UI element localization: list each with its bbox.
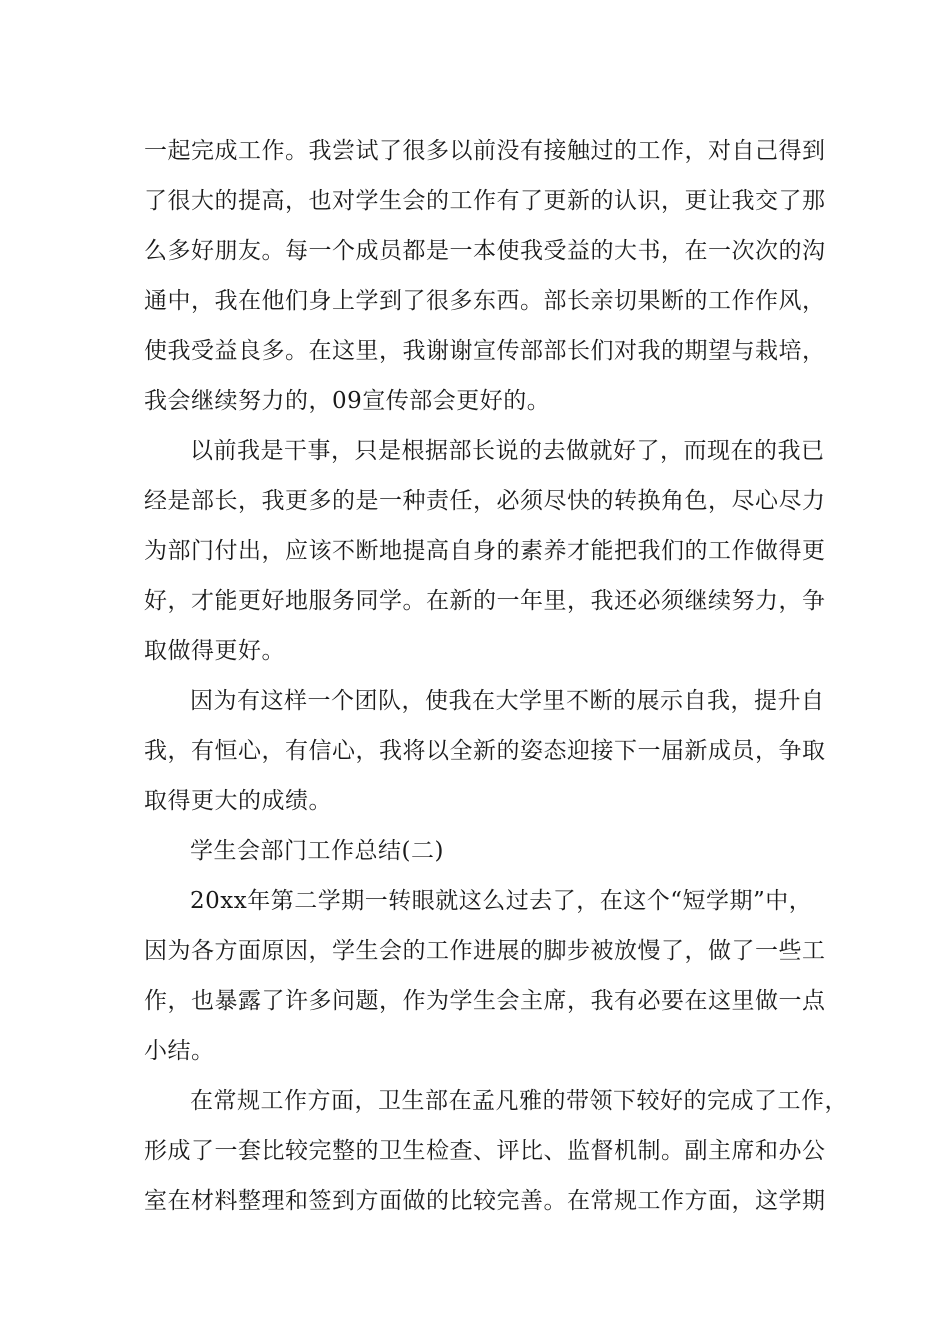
text-line: 我，有恒心，有信心，我将以全新的姿态迎接下一届新成员，争取 [144,738,826,764]
text-line: 形成了一套比较完整的卫生检查、评比、监督机制。副主席和办公 [144,1138,826,1164]
text-line: 因为有这样一个团队，使我在大学里不断的展示自我，提升自 [190,688,825,714]
text-line: 作，也暴露了许多问题，作为学生会主席，我有必要在这里做一点 [144,988,826,1014]
text-line: 了很大的提高，也对学生会的工作有了更新的认识，更让我交了那 [144,188,826,214]
text-line: 取做得更好。 [144,638,285,664]
text-line: 通中，我在他们身上学到了很多东西。部长亲切果断的工作作风， [144,288,826,314]
text-line: 以前我是干事，只是根据部长说的去做就好了，而现在的我已 [190,438,825,464]
text-line: 20xx年第二学期一转眼就这么过去了，在这个“短学期”中， [190,888,813,914]
paragraph-2 [144,426,824,676]
text-line: 在常规工作方面，卫生部在孟凡雅的带领下较好的完成了工作， [190,1088,848,1114]
text-line: 取得更大的成绩。 [144,788,332,814]
document-body [144,126,848,1226]
text-line: 经是部长，我更多的是一种责任，必须尽快的转换角色，尽心尽力 [144,488,826,514]
text-line: 小结。 [144,1038,215,1064]
text-line: 我会继续努力的，09宣传部会更好的。 [144,388,551,414]
paragraph-4 [144,876,824,1076]
paragraph-5 [144,1076,848,1226]
text-line: 因为各方面原因，学生会的工作进展的脚步被放慢了，做了一些工 [144,938,826,964]
section-heading [144,826,824,876]
paragraph-3 [144,676,824,826]
text-line: 室在材料整理和签到方面做的比较完善。在常规工作方面，这学期 [144,1188,826,1214]
text-line: 为部门付出，应该不断地提高自身的素养才能把我们的工作做得更 [144,538,826,564]
section-title: 学生会部门工作总结(二) [190,838,444,864]
text-line: 好，才能更好地服务同学。在新的一年里，我还必须继续努力，争 [144,588,826,614]
paragraph-1 [144,126,824,426]
text-line: 一起完成工作。我尝试了很多以前没有接触过的工作，对自己得到 [144,138,826,164]
text-line: 么多好朋友。每一个成员都是一本使我受益的大书，在一次次的沟 [144,238,826,264]
text-line: 使我受益良多。在这里，我谢谢宣传部部长们对我的期望与栽培， [144,338,826,364]
